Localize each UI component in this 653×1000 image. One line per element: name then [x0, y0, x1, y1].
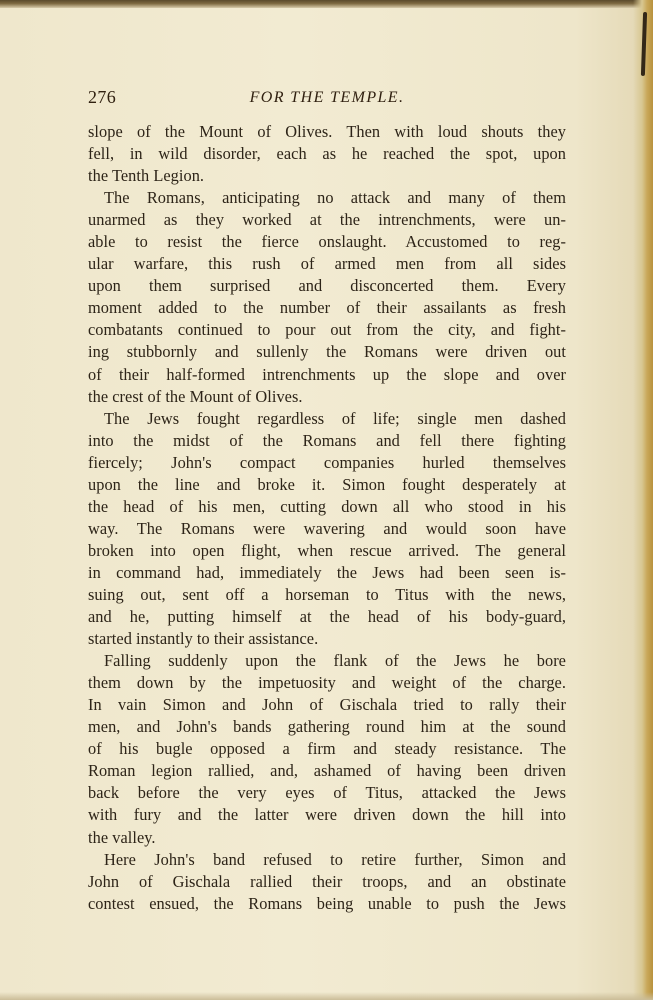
text-line: started instantly to their assistance. — [88, 629, 319, 649]
text-line: contest ensued, the Romans being unable to push the Jews — [88, 893, 566, 913]
page-bottom-edge — [0, 992, 653, 1000]
text-line: the valley. — [88, 827, 156, 847]
page-header — [88, 87, 566, 111]
text-line: Roman legion rallied, and, ashamed of having been driven — [88, 761, 566, 781]
text-line: into the midst of the Romans and fell there fighting — [88, 430, 566, 450]
text-line: them down by the impetuosity and weight of the charge. — [88, 673, 566, 693]
page-number: 276 — [88, 87, 117, 107]
text-line: upon the line and broke it. Simon fought desperately at — [88, 474, 566, 494]
text-line: with fury and the latter were driven down the hill into — [88, 805, 566, 825]
page-right-edge — [633, 0, 653, 1000]
page-top-edge — [0, 0, 653, 8]
text-line: suing out, sent off a horseman to Titus with the news, — [88, 584, 566, 604]
text-line: the head of his men, cutting down all who stood in his — [88, 496, 566, 516]
text-line: unarmed as they worked at the intrenchments, were un- — [88, 210, 566, 230]
text-line: upon them surprised and disconcerted them. Every — [88, 276, 566, 296]
text-line: Here John's band refused to retire further, Simon and — [104, 849, 566, 869]
text-line: The Romans, anticipating no attack and many of them — [104, 188, 566, 208]
text-line: the Tenth Legion. — [88, 166, 205, 186]
text-line: The Jews fought regardless of life; single men dashed — [104, 408, 566, 428]
text-line: slope of the Mount of Olives. Then with loud shouts they — [88, 122, 566, 141]
text-line: broken into open flight, when rescue arrived. The general — [88, 540, 566, 560]
text-line: the crest of the Mount of Olives. — [88, 386, 303, 406]
running-head: FOR THE TEMPLE. — [249, 89, 405, 106]
text-line: able to resist the fierce onslaught. Accustomed to reg- — [88, 232, 566, 252]
text-line: Falling suddenly upon the flank of the Jews he bore — [104, 651, 566, 671]
body-text — [88, 121, 566, 915]
text-line: and he, putting himself at the head of his body-guard, — [88, 607, 566, 627]
text-line: John of Gischala rallied their troops, and an obstinate — [88, 871, 566, 891]
text-line: men, and John's bands gathering round him at the sound — [88, 717, 566, 737]
text-line: of their half-formed intrenchments up the slope and over — [88, 364, 566, 384]
text-line: of his bugle opposed a firm and steady resistance. The — [88, 739, 566, 759]
text-line: ular warfare, this rush of armed men from all sides — [88, 254, 566, 274]
text-line: combatants continued to pour out from the city, and fight- — [88, 320, 566, 340]
text-line: In vain Simon and John of Gischala tried to rally their — [88, 695, 566, 715]
text-line: in command had, immediately the Jews had been seen is- — [88, 562, 566, 582]
text-line: moment added to the number of their assailants as fresh — [88, 298, 566, 318]
text-line: fiercely; John's compact companies hurled themselves — [88, 452, 566, 472]
text-line: back before the very eyes of Titus, attacked the Jews — [88, 783, 566, 803]
text-line: fell, in wild disorder, each as he reached the spot, upon — [88, 144, 566, 164]
text-line: way. The Romans were wavering and would soon have — [88, 518, 566, 538]
text-line: ing stubbornly and sullenly the Romans were driven out — [88, 342, 566, 362]
